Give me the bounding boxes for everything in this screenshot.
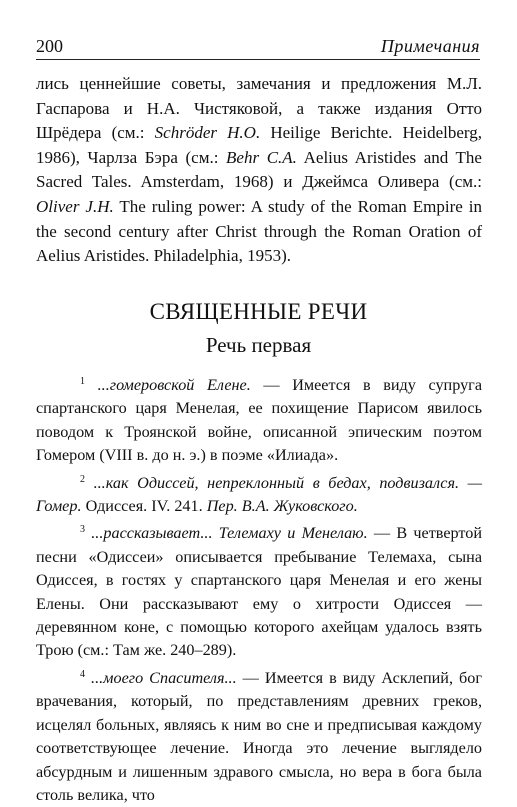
intro-text-4: The ruling power: A study of the Roman Empire in the second century after Christ through the Roman Oration of Aelius Aristides. Philadelphia, 1953). bbox=[36, 196, 482, 266]
note-lemma: ...моего Спасителя... bbox=[91, 668, 237, 687]
note-lemma: ...рассказывает... Телемаху и Менелаю. bbox=[91, 524, 368, 543]
note-number: 3 bbox=[80, 524, 85, 536]
note-number: 4 bbox=[80, 668, 85, 680]
intro-citation-schroder: Schröder H.O. bbox=[154, 123, 261, 143]
subsection-title: Речь первая bbox=[205, 333, 312, 357]
section-title: СВЯЩЕННЫЕ РЕЧИ bbox=[149, 299, 368, 324]
intro-citation-oliver: Oliver J.H. bbox=[36, 196, 114, 216]
intro-paragraph-block bbox=[36, 72, 482, 269]
note-1 bbox=[36, 370, 482, 468]
note-2 bbox=[36, 468, 482, 519]
intro-text-3: Aelius Aristides and The Sacred Tales. Amsterdam, 1968) и Джеймса Оливера (см.: bbox=[36, 147, 482, 192]
note-text: — Имеется в виду Асклепий, бог врачевания, который, по представлениям древних греков, исцелял больных, являясь к ним во сне и предписывая каждому соответствующее лечение. Иногда это лечение выглядело абсурдным и лишенным здравого смысла, но вера в бога была столь велика, что bbox=[36, 668, 483, 804]
note-number: 2 bbox=[80, 473, 85, 485]
intro-citation-behr: Behr C.A. bbox=[226, 147, 297, 167]
running-title: Примечания bbox=[380, 36, 480, 56]
running-header bbox=[36, 33, 480, 60]
notes-list bbox=[36, 370, 482, 807]
note-text: — В четвертой песни «Одиссеи» описывается пребывание Телемаха, сына Одиссея, в гостях у спартанского царя Менелая и его жены Елены. Они рассказывают ему о хитрости Одиссея — деревянном коне, с помощью которого ахейцам удалось взять Трою (см.: Там же. 240–289). bbox=[36, 524, 482, 660]
note-3 bbox=[36, 518, 482, 662]
note-translator: Пер. В.А. Жуковского. bbox=[206, 497, 358, 516]
note-4 bbox=[36, 663, 482, 807]
note-text: — Имеется в виду супруга спартанского царя Менелая, ее похищение Парисом явилось поводом к Троянской войне, описанной эпическим поэтом Гомером (VIII в. до н. э.) в поэме «Илиада». bbox=[36, 376, 483, 465]
note-lemma: ...как Одиссей, непреклонный в бедах, подвизался. — Гомер. bbox=[36, 473, 482, 516]
note-number: 1 bbox=[80, 376, 85, 387]
note-text: Одиссея. IV. 241. bbox=[81, 497, 207, 516]
intro-text-1: лись ценнейшие советы, замечания и предложения М.Л. Гаспарова и Н.А. Чистяковой, а также издания Отто Шрёдера (см.: bbox=[36, 74, 482, 143]
note-lemma: ...гомеровской Елене. bbox=[97, 376, 251, 394]
intro-paragraph bbox=[36, 72, 482, 269]
intro-text-2: Heilige Berichte. Heidelberg, 1986), Чарлза Бэра (см.: bbox=[36, 123, 482, 167]
page-number: 200 bbox=[36, 36, 63, 56]
